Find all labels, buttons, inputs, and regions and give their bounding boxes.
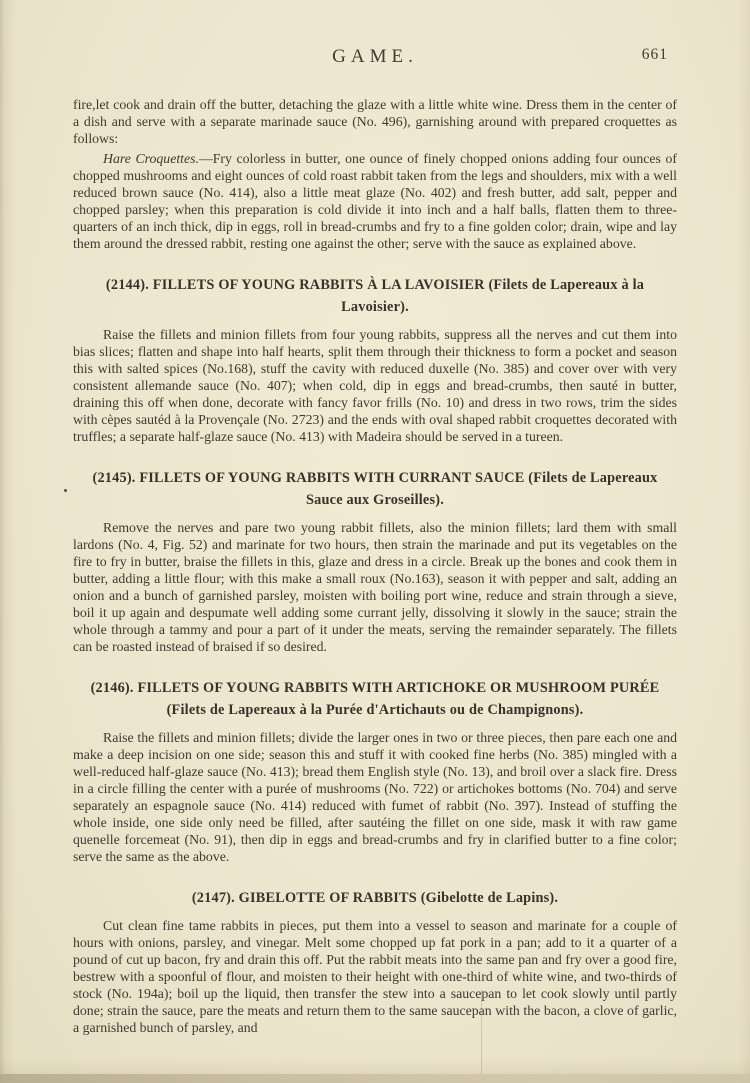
hare-croquettes-text: —Fry colorless in butter, one ounce of finely chopped onions adding four ounces of chopped mushrooms and eight ounces of cold roast rabbit taken from the legs and shoulders, mix with a well reduced brown sauce (No. 414), also a little meat glaze (No. 402) and fresh butter, add salt, pepper and chopped parsley; when this preparation is cold divide it into inch and a half balls, flatten them to three-quarters of an inch thick, dip in eggs, roll in bread-crumbs and fry to a fine golden color; drain, wipe and lay them around the dressed rabbit, resting one against the other; serve with the sauce as explained above. — [73, 151, 677, 251]
recipe-heading-2144: (2144). FILLETS OF YOUNG RABBITS À LA LAVOISIER (Filets de Lapereaux à la Lavoisier). — [105, 277, 645, 315]
recipe-body-2145: Remove the nerves and pare two young rabbit fillets, also the minion fillets; lard them with small lardons (No. 4, Fig. 52) and marinate for two hours, then strain the marinade and put its vegetables on the fire to fry in butter, braise the fillets in this, glaze and dress in a circle. Break up the bones and cook them in butter, adding a little flour; with this make a small roux (No.163), season it with pepper and salt, adding an onion and a bunch of garnished parsley, moisten with boiling port wine, reduce and strain through a sieve, boil it up again and despumate well adding some currant jelly, dissolving it slowly in the sauce; strain the whole through a tammy and pour a part of it under the meats, serving the remainder separately. The fillets can be roasted instead of braised if so desired. — [73, 520, 677, 654]
recipe-heading-2145: (2145). FILLETS OF YOUNG RABBITS WITH CURRANT SAUCE (Filets de Lapereaux Sauce aux Groseilles). — [92, 470, 658, 508]
ink-speck — [64, 489, 67, 492]
hare-croquettes-lead-in: Hare Croquettes. — [103, 151, 199, 166]
recipe-body-2146: Raise the fillets and minion fillets; divide the larger ones in two or three pieces, then pare each one and make a deep incision on one side; season this and stuff it with cooked fine herbs (No. 385) mingled with a well-reduced half-glaze sauce (No. 413); bread them English style (No. 13), and broil over a slack fire. Dress in a circle filling the center with a purée of mushrooms (No. 722) or artichokes bottoms (No. 704) and serve separately an espagnole sauce (No. 414) reduced with fumet of rabbit (No. 397). Instead of stuffing the whole inside, one side only need be filled, after sautéing the fillet on one side, mask it with raw game quenelle forcemeat (No. 91), then dip in eggs and bread-crumbs and fry in clarified butter to a fine color; serve the same as the above. — [73, 730, 677, 864]
recipe-body-2147: Cut clean fine tame rabbits in pieces, put them into a vessel to season and marinate for a couple of hours with onions, parsley, and vinegar. Melt some chopped up fat pork in a pan; add to it a quarter of a pound of cut up bacon, fry and drain this off. Put the rabbit meats into the same pan and fry over a good fire, bestrew with a spoonful of flour, and moisten to their height with one-third of white wine, and two-thirds of stock (No. 194a); boil up the liquid, then transfer the stew into a saucepan to let cook slowly until partly done; strain the sauce, pare the meats and return them to the same saucepan with the bacon, a clove of garlic, a garnished bunch of parsley, and — [73, 918, 677, 1035]
page-bottom-edge — [0, 1074, 750, 1083]
recipe-heading-2147: (2147). GIBELOTTE OF RABBITS (Gibelotte de Lapins). — [191, 890, 559, 906]
page-number: 661 — [641, 46, 668, 63]
paragraph-hare-croquettes — [73, 150, 677, 252]
recipe-body-2144: Raise the fillets and minion fillets from four young rabbits, suppress all the nerves and cut them into bias slices; flatten and shape into half hearts, split them through their thickness to form a pocket and season this with salted spices (No.168), stuff the cavity with reduced duxelle (No. 385) and cover over with very consistent allemande sauce (No. 407); when cold, dip in eggs and bread-crumbs, then sauté in butter, draining this off when done, decorate with fancy favor frills (No. 10) and dress in two rows, trim the sides with cèpes sautéd à la Provençale (No. 2723) and the ends with oval shaped rabbit croquettes decorated with truffles; a separate half-glaze sauce (No. 413) with Madeira should be served in a tureen. — [73, 327, 677, 444]
running-title: GAME. — [332, 46, 418, 67]
paper-crease — [481, 990, 482, 1075]
running-head — [0, 0, 750, 70]
text-block — [73, 96, 677, 1036]
paragraph-continuation: fire,let cook and drain off the butter, detaching the glaze with a little white wine. Dress them in the center of a dish and serve with a separate marinade sauce (No. 496), garnishing around with prepared croquettes as follows: — [73, 97, 677, 146]
recipe-heading-2146: (2146). FILLETS OF YOUNG RABBITS WITH ARTICHOKE OR MUSHROOM PURÉE (Filets de Lapereaux à la Purée d'Artichauts ou de Champignons). — [90, 680, 660, 718]
